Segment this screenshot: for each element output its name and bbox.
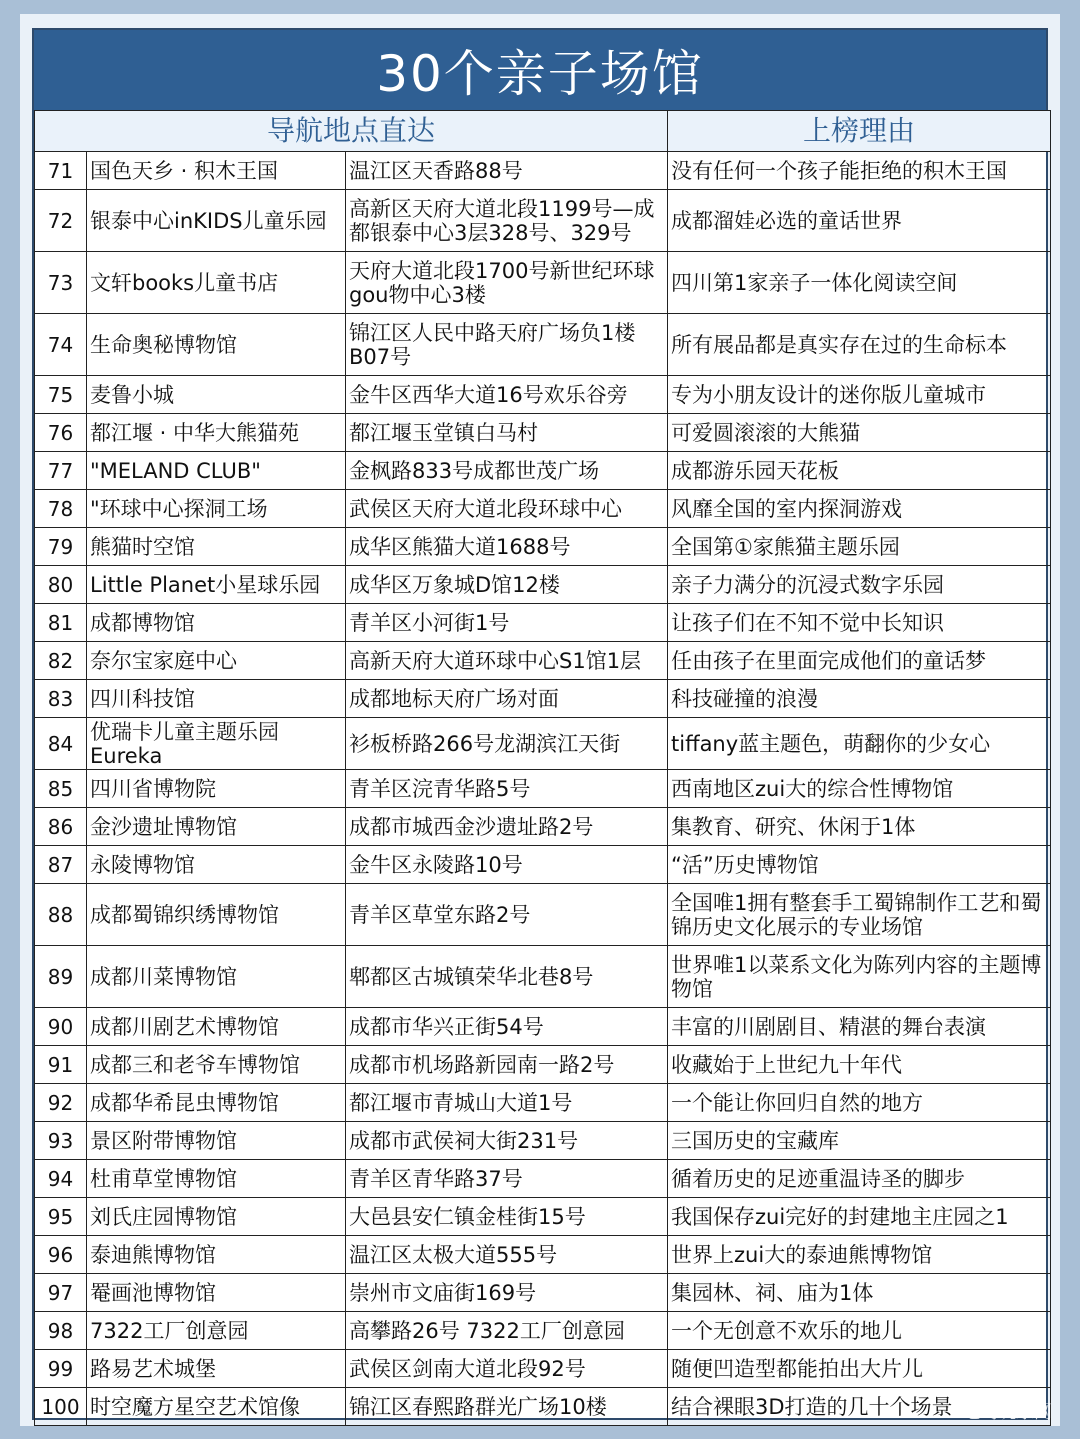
venue-reason: 集园林、祠、庙为1体	[668, 1274, 1051, 1312]
venue-reason: 亲子力满分的沉浸式数字乐园	[668, 566, 1051, 604]
watermark: 吃喝玩乐网	[962, 1402, 1052, 1423]
table-row	[35, 604, 1051, 642]
venue-reason: 一个能让你回归自然的地方	[668, 1084, 1051, 1122]
venue-reason: 全国第①家熊猫主题乐园	[668, 528, 1051, 566]
header-location: 导航地点直达	[35, 111, 668, 152]
venue-name: 生命奥秘博物馆	[87, 314, 346, 376]
row-number: 74	[35, 314, 87, 376]
row-number: 81	[35, 604, 87, 642]
venue-reason: 科技碰撞的浪漫	[668, 680, 1051, 718]
venue-table	[34, 110, 1051, 1426]
venue-name: 成都川剧艺术博物馆	[87, 1008, 346, 1046]
row-number: 100	[35, 1388, 87, 1426]
row-number: 94	[35, 1160, 87, 1198]
row-number: 75	[35, 376, 87, 414]
venue-name: 杜甫草堂博物馆	[87, 1160, 346, 1198]
table-row	[35, 1198, 1051, 1236]
table-row	[35, 152, 1051, 190]
venue-reason: 风靡全国的室内探洞游戏	[668, 490, 1051, 528]
venue-address: 锦江区人民中路天府广场负1楼B07号	[346, 314, 668, 376]
table-row	[35, 1160, 1051, 1198]
venue-address: 武侯区剑南大道北段92号	[346, 1350, 668, 1388]
venue-reason: 结合裸眼3D打造的几十个场景	[668, 1388, 1051, 1426]
table-row	[35, 190, 1051, 252]
table-row	[35, 1008, 1051, 1046]
venue-reason: 集教育、研究、休闲于1体	[668, 808, 1051, 846]
venue-address: 衫板桥路266号龙湖滨江天街	[346, 718, 668, 770]
row-number: 91	[35, 1046, 87, 1084]
venue-reason: 西南地区zui大的综合性博物馆	[668, 770, 1051, 808]
table-row	[35, 528, 1051, 566]
venue-address: 成华区熊猫大道1688号	[346, 528, 668, 566]
venue-address: 都江堰市青城山大道1号	[346, 1084, 668, 1122]
venue-address: 青羊区草堂东路2号	[346, 884, 668, 946]
row-number: 82	[35, 642, 87, 680]
venue-address: 锦江区春熙路群光广场10楼	[346, 1388, 668, 1426]
row-number: 84	[35, 718, 87, 770]
row-number: 76	[35, 414, 87, 452]
row-number: 83	[35, 680, 87, 718]
venue-reason: “活”历史博物馆	[668, 846, 1051, 884]
venue-name: 成都博物馆	[87, 604, 346, 642]
table-row	[35, 718, 1051, 770]
table-row	[35, 680, 1051, 718]
venue-name: 7322工厂创意园	[87, 1312, 346, 1350]
venue-reason: 四川第1家亲子一体化阅读空间	[668, 252, 1051, 314]
venue-address: 金牛区永陵路10号	[346, 846, 668, 884]
venue-reason: 让孩子们在不知不觉中长知识	[668, 604, 1051, 642]
venue-name: 优瑞卡儿童主题乐园Eureka	[87, 718, 346, 770]
venue-address: 成都市华兴正街54号	[346, 1008, 668, 1046]
table-body	[35, 152, 1051, 1426]
venue-address: 温江区太极大道555号	[346, 1236, 668, 1274]
venue-address: 成都市武侯祠大街231号	[346, 1122, 668, 1160]
venue-reason: 我国保存zui完好的封建地主庄园之1	[668, 1198, 1051, 1236]
venue-name: 四川省博物院	[87, 770, 346, 808]
page-frame	[20, 14, 1060, 1426]
row-number: 72	[35, 190, 87, 252]
venue-name: 麦鲁小城	[87, 376, 346, 414]
row-number: 99	[35, 1350, 87, 1388]
table-row	[35, 1388, 1051, 1426]
venue-address: 高新区天府大道北段1199号—成都银泰中心3层328号、329号	[346, 190, 668, 252]
venue-name: 泰迪熊博物馆	[87, 1236, 346, 1274]
venue-name: 刘氏庄园博物馆	[87, 1198, 346, 1236]
table-row	[35, 414, 1051, 452]
venue-name: 罨画池博物馆	[87, 1274, 346, 1312]
venue-reason: 世界上zui大的泰迪熊博物馆	[668, 1236, 1051, 1274]
row-number: 77	[35, 452, 87, 490]
table-row	[35, 490, 1051, 528]
venue-address: 高攀路26号 7322工厂创意园	[346, 1312, 668, 1350]
venue-reason: 三国历史的宝藏库	[668, 1122, 1051, 1160]
venue-reason: 成都游乐园天花板	[668, 452, 1051, 490]
table-row	[35, 642, 1051, 680]
venue-reason: 循着历史的足迹重温诗圣的脚步	[668, 1160, 1051, 1198]
venue-name: 永陵博物馆	[87, 846, 346, 884]
venue-sheet	[32, 28, 1048, 1420]
venue-name: 成都蜀锦织绣博物馆	[87, 884, 346, 946]
venue-reason: 全国唯1拥有整套手工蜀锦制作工艺和蜀锦历史文化展示的专业场馆	[668, 884, 1051, 946]
table-row	[35, 1350, 1051, 1388]
venue-reason: 世界唯1以菜系文化为陈列内容的主题博物馆	[668, 946, 1051, 1008]
venue-address: 青羊区青华路37号	[346, 1160, 668, 1198]
venue-name: 成都三和老爷车博物馆	[87, 1046, 346, 1084]
venue-address: 青羊区小河街1号	[346, 604, 668, 642]
venue-address: 大邑县安仁镇金桂街15号	[346, 1198, 668, 1236]
venue-name: 熊猫时空馆	[87, 528, 346, 566]
venue-address: 成都市机场路新园南一路2号	[346, 1046, 668, 1084]
row-number: 96	[35, 1236, 87, 1274]
venue-address: 崇州市文庙街169号	[346, 1274, 668, 1312]
table-row	[35, 566, 1051, 604]
table-row	[35, 1122, 1051, 1160]
table-row	[35, 1236, 1051, 1274]
table-row	[35, 846, 1051, 884]
row-number: 92	[35, 1084, 87, 1122]
venue-name: "MELAND CLUB"	[87, 452, 346, 490]
venue-address: 都江堰玉堂镇白马村	[346, 414, 668, 452]
venue-address: 成都地标天府广场对面	[346, 680, 668, 718]
venue-reason: 丰富的川剧剧目、精湛的舞台表演	[668, 1008, 1051, 1046]
table-row	[35, 252, 1051, 314]
table-row	[35, 1312, 1051, 1350]
row-number: 97	[35, 1274, 87, 1312]
venue-reason: 随便凹造型都能拍出大片儿	[668, 1350, 1051, 1388]
venue-name: 路易艺术城堡	[87, 1350, 346, 1388]
venue-address: 高新天府大道环球中心S1馆1层	[346, 642, 668, 680]
venue-name: 成都川菜博物馆	[87, 946, 346, 1008]
page-title: 30个亲子场馆	[34, 30, 1046, 110]
row-number: 93	[35, 1122, 87, 1160]
row-number: 89	[35, 946, 87, 1008]
table-row	[35, 314, 1051, 376]
venue-name: 时空魔方星空艺术馆像	[87, 1388, 346, 1426]
venue-name: 景区附带博物馆	[87, 1122, 346, 1160]
header-reason: 上榜理由	[668, 111, 1051, 152]
venue-reason: 没有任何一个孩子能拒绝的积木王国	[668, 152, 1051, 190]
venue-name: 成都华希昆虫博物馆	[87, 1084, 346, 1122]
table-row	[35, 946, 1051, 1008]
venue-address: 金枫路833号成都世茂广场	[346, 452, 668, 490]
row-number: 80	[35, 566, 87, 604]
row-number: 79	[35, 528, 87, 566]
row-number: 85	[35, 770, 87, 808]
venue-address: 成都市城西金沙遗址路2号	[346, 808, 668, 846]
venue-address: 成华区万象城D馆12楼	[346, 566, 668, 604]
venue-address: 温江区天香路88号	[346, 152, 668, 190]
venue-address: 天府大道北段1700号新世纪环球gou物中心3楼	[346, 252, 668, 314]
row-number: 78	[35, 490, 87, 528]
venue-reason: 专为小朋友设计的迷你版儿童城市	[668, 376, 1051, 414]
venue-name: 奈尔宝家庭中心	[87, 642, 346, 680]
venue-reason: 任由孩子在里面完成他们的童话梦	[668, 642, 1051, 680]
venue-name: 四川科技馆	[87, 680, 346, 718]
row-number: 88	[35, 884, 87, 946]
venue-name: 金沙遗址博物馆	[87, 808, 346, 846]
table-row	[35, 808, 1051, 846]
table-row	[35, 884, 1051, 946]
table-row	[35, 1046, 1051, 1084]
venue-address: 金牛区西华大道16号欢乐谷旁	[346, 376, 668, 414]
row-number: 86	[35, 808, 87, 846]
venue-address: 武侯区天府大道北段环球中心	[346, 490, 668, 528]
venue-reason: 所有展品都是真实存在过的生命标本	[668, 314, 1051, 376]
row-number: 73	[35, 252, 87, 314]
row-number: 98	[35, 1312, 87, 1350]
venue-name: 银泰中心inKIDS儿童乐园	[87, 190, 346, 252]
venue-name: 都江堰 · 中华大熊猫苑	[87, 414, 346, 452]
venue-reason: tiffany蓝主题色，萌翻你的少女心	[668, 718, 1051, 770]
venue-reason: 成都溜娃必选的童话世界	[668, 190, 1051, 252]
table-header-row	[35, 111, 1051, 152]
row-number: 71	[35, 152, 87, 190]
venue-address: 青羊区浣青华路5号	[346, 770, 668, 808]
table-row	[35, 1084, 1051, 1122]
row-number: 95	[35, 1198, 87, 1236]
venue-reason: 一个无创意不欢乐的地儿	[668, 1312, 1051, 1350]
venue-name: 国色天乡 · 积木王国	[87, 152, 346, 190]
table-row	[35, 452, 1051, 490]
row-number: 90	[35, 1008, 87, 1046]
venue-name: Little Planet小星球乐园	[87, 566, 346, 604]
venue-name: 文轩books儿童书店	[87, 252, 346, 314]
venue-reason: 收藏始于上世纪九十年代	[668, 1046, 1051, 1084]
table-row	[35, 1274, 1051, 1312]
table-row	[35, 770, 1051, 808]
table-row	[35, 376, 1051, 414]
row-number: 87	[35, 846, 87, 884]
venue-name: "环球中心探洞工场	[87, 490, 346, 528]
venue-reason: 可爱圆滚滚的大熊猫	[668, 414, 1051, 452]
venue-address: 郫都区古城镇荣华北巷8号	[346, 946, 668, 1008]
